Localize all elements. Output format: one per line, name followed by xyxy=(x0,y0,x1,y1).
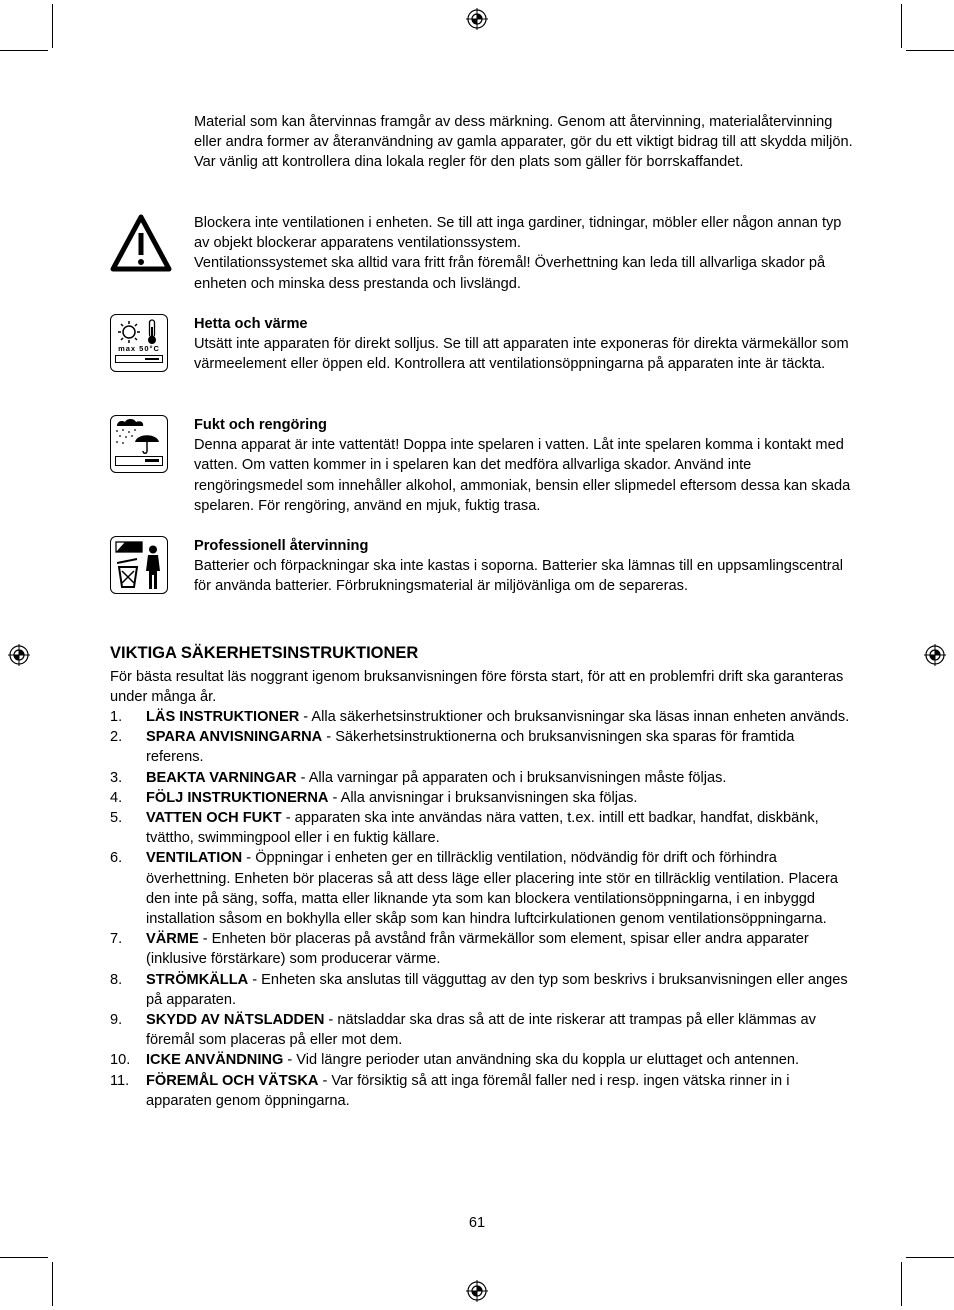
list-item xyxy=(110,768,855,788)
list-item xyxy=(110,970,855,1010)
device-icon xyxy=(115,355,163,363)
warning-triangle-icon xyxy=(110,213,172,273)
crop-mark xyxy=(0,1257,48,1258)
registration-mark-icon xyxy=(466,1280,488,1302)
heat-section-title: Hetta och värme xyxy=(194,316,308,332)
list-item xyxy=(110,808,855,848)
item-title: FÖLJ INSTRUKTIONERNA xyxy=(146,789,329,806)
crop-mark xyxy=(0,50,48,51)
list-item xyxy=(110,1050,855,1070)
crop-mark xyxy=(901,4,902,48)
page-number: 61 xyxy=(468,1215,486,1231)
moisture-section xyxy=(194,415,854,516)
crop-mark xyxy=(52,1262,53,1306)
safety-instructions-list xyxy=(110,707,855,1111)
item-text: - Alla anvisningar i bruksanvisningen ska följas. xyxy=(328,789,638,806)
item-text: - Alla säkerhetsinstruktioner och bruksanvisningar ska läsas innan enheten används. xyxy=(299,709,850,725)
item-number: 11. xyxy=(110,1072,130,1089)
item-title: ICKE ANVÄNDNING xyxy=(146,1052,284,1069)
item-number: 10. xyxy=(110,1052,131,1069)
item-text: - Enheten ska anslutas till vägguttag av den typ som beskrivs i bruksanvisningen eller anges på apparaten. xyxy=(146,971,848,1008)
item-text: - Alla varningar på apparaten och i bruksanvisningen måste följas. xyxy=(296,769,727,786)
safety-heading: VIKTIGA SÄKERHETSINSTRUKTIONER xyxy=(110,644,419,662)
device-icon xyxy=(115,456,163,466)
ventilation-warning-text: Blockera inte ventilationen i enheten. Se till att inga gardiner, tidningar, möbler eller någon annan typ av objekt blockerar apparatens ventilationssystem. xyxy=(194,215,842,252)
item-title: FÖREMÅL OCH VÄTSKA xyxy=(146,1072,319,1089)
overheating-warning-text: Ventilationssystemet ska alltid vara fritt från föremål! Överhettning kan leda till allvarliga skador på enheten och minska dess prestanda och livslängd. xyxy=(194,255,826,292)
item-number: 8. xyxy=(110,971,123,988)
heat-icon xyxy=(110,314,168,372)
recycling-icon xyxy=(110,536,168,594)
item-number: 4. xyxy=(110,789,123,806)
item-title: BEAKTA VARNINGAR xyxy=(146,769,297,786)
heat-section-text: Utsätt inte apparaten för direkt solljus. Se till att apparaten inte exponeras för direkta värmekällor som värmeelement eller öppen eld. Kontrollera att ventilationsöppningarna på apparaten inte är täckta. xyxy=(194,336,849,373)
recycling-section-text: Batterier och förpackningar ska inte kastas i soporna. Batterier ska lämnas till en uppsamlingscentral för använda batterier. Förbrukningsmaterial är miljövänliga om de separeras. xyxy=(194,558,843,595)
item-title: VÄRME xyxy=(146,931,199,948)
item-text: - Enheten bör placeras på avstånd från värmekällor som element, spisar eller andra apparater (inklusive förstärkare) som producerar värme. xyxy=(146,931,809,968)
item-title: VATTEN OCH FUKT xyxy=(146,810,282,827)
recycling-intro-text: Material som kan återvinnas framgår av dess märkning. Genom att återvinning, materialåtervinning eller andra former av återanvändning av gamla apparater, gör du ett viktigt bidrag till att skydda miljön. xyxy=(194,114,853,151)
list-item xyxy=(110,788,855,808)
local-rules-text: Var vänlig att kontrollera dina lokala regler för den plats som gäller för borrskaffandet. xyxy=(194,154,744,171)
item-text: - Vid längre perioder utan användning ska du koppla ur eluttaget och antennen. xyxy=(283,1052,800,1069)
moisture-section-title: Fukt och rengöring xyxy=(194,417,327,433)
moisture-icon xyxy=(110,415,168,473)
item-title: LÄS INSTRUKTIONER xyxy=(146,709,300,725)
crop-mark xyxy=(906,1257,954,1258)
max-temperature-label: max 50°C xyxy=(118,344,160,353)
list-item xyxy=(110,1071,855,1111)
item-number: 1. xyxy=(110,709,123,725)
registration-mark-icon xyxy=(8,644,30,666)
item-title: VENTILATION xyxy=(146,850,243,867)
item-text: - Var försiktig så att inga föremål faller ned i resp. ingen vätska rinner in i apparaten genom öppningarna. xyxy=(146,1072,790,1109)
registration-mark-icon xyxy=(466,8,488,30)
moisture-section-text: Denna apparat är inte vattentät! Doppa inte spelaren i vatten. Låt inte spelaren komma i kontakt med vatten. Om vatten kommer in i spelaren kan det medföra allvarliga skador. Använd inte rengöringsmedel som innehåller alkohol, ammoniak, bensin eller slipmedel eftersom dessa kan skada spelaren. För rengöring, använd en mjuk, fuktig trasa. xyxy=(194,437,851,514)
rain-cloud-icon xyxy=(115,418,145,428)
list-item xyxy=(110,727,855,767)
list-item xyxy=(110,1010,855,1050)
item-number: 7. xyxy=(110,931,123,948)
crop-mark xyxy=(906,50,954,51)
item-number: 2. xyxy=(110,729,123,746)
item-number: 6. xyxy=(110,850,123,867)
recycling-section xyxy=(194,536,854,597)
list-item xyxy=(110,707,855,727)
heat-section xyxy=(194,314,854,375)
sun-icon xyxy=(117,321,141,343)
item-text: - Öppningar i enheten ger en tillräcklig ventilation, nödvändig för drift och förhindra överhettning. Enheten bör placeras så att dess läge eller placering inte stör en tillräcklig ventilation. Placera den inte på säng, soffa, matta eller liknande yta som kan blockera ventilationsöppningarna, i en inbyggd installation såsom en bokhylla eller skåp som kan hindra luftcirkulationen genom ventilationsöppningarna. xyxy=(146,850,838,928)
person-icon xyxy=(143,545,163,591)
trash-bin-icon xyxy=(117,557,139,589)
item-title: SKYDD AV NÄTSLADDEN xyxy=(146,1012,325,1029)
list-item xyxy=(110,848,855,929)
ventilation-warning xyxy=(194,213,854,294)
registration-mark-icon xyxy=(924,644,946,666)
item-text: - apparaten ska inte användas nära vatten, t.ex. intill ett badkar, handfat, diskbänk, tvättho, swimmingpool eller i en fuktig källare. xyxy=(146,810,819,847)
crop-mark xyxy=(52,4,53,48)
item-text: - Säkerhetsinstruktionerna och bruksanvisningen ska sparas för framtida referens. xyxy=(146,729,795,766)
safety-intro: För bästa resultat läs noggrant igenom bruksanvisningen före första start, för att en problemfri drift ska garanteras under många år. xyxy=(110,669,844,706)
item-title: SPARA ANVISNINGARNA xyxy=(146,729,323,746)
item-text: - nätsladdar ska dras så att de inte riskerar att trampas på eller klämmas av föremål som placeras på eller mot dem. xyxy=(146,1012,816,1049)
list-item xyxy=(110,929,855,969)
item-title: STRÖMKÄLLA xyxy=(146,971,249,988)
thermometer-icon xyxy=(146,319,158,345)
umbrella-icon xyxy=(133,430,161,454)
recycling-section-title: Professionell återvinning xyxy=(194,538,369,554)
item-number: 5. xyxy=(110,810,123,827)
item-number: 3. xyxy=(110,769,123,786)
recycling-intro xyxy=(194,112,854,173)
device-battery-icon xyxy=(115,541,143,553)
item-number: 9. xyxy=(110,1012,123,1029)
crop-mark xyxy=(901,1262,902,1306)
